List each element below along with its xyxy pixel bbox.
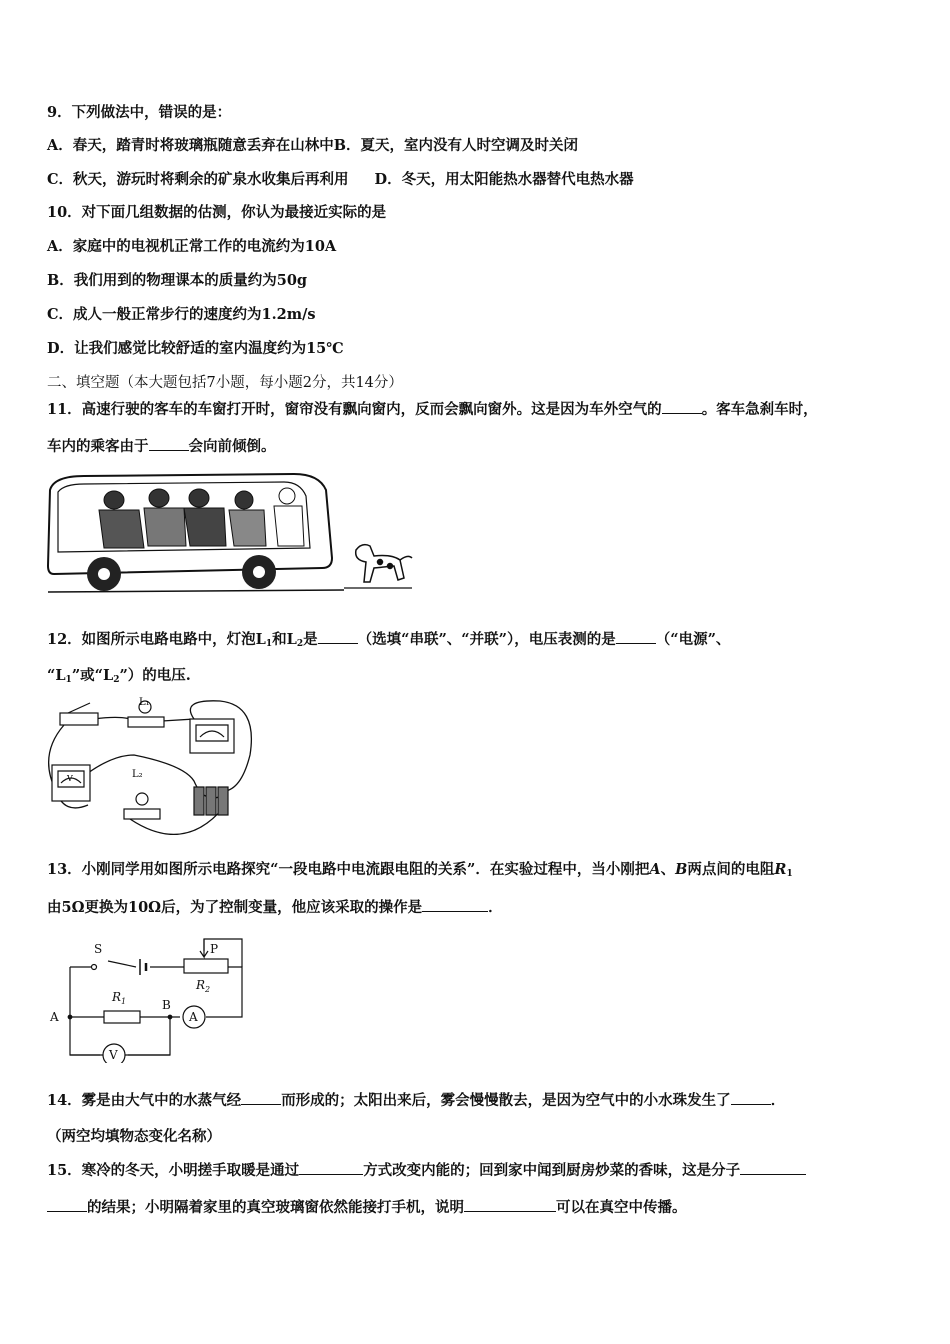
q14-line1	[47, 1090, 785, 1111]
q15-blank-3[interactable]	[464, 1197, 556, 1212]
q9-options-ab	[47, 136, 578, 156]
q12-text-a: 12．如图所示电路电路中，灯泡L	[47, 631, 266, 648]
switch-contact-icon	[92, 965, 97, 970]
q12-line2	[47, 666, 191, 690]
q13-text-a: 13．小刚同学用如图所示电路探究“一段电路中电流跟电阻的关系”．在实验过程中，当小刚把	[47, 861, 650, 878]
label-r2: $R_2$	[196, 978, 211, 994]
q9-option-a: A．春天，踏青时将玻璃瓶随意丢弃在山林中	[47, 137, 334, 154]
q14-line2: （两空均填物态变化名称）	[47, 1128, 221, 1145]
q12-sub-2: 2	[296, 639, 304, 649]
ammeter-letter: A	[189, 1010, 198, 1024]
voltmeter-right-icon	[190, 719, 234, 753]
q11-blank-1[interactable]	[662, 399, 702, 414]
q13-text-c: 由5Ω更换为10Ω后，为了控制变量，他应该采取的操作是	[47, 899, 423, 916]
q11-blank-2[interactable]	[149, 436, 189, 451]
q15-text-d: 可以在真空中传播。	[556, 1199, 687, 1216]
node-a-dot	[68, 1015, 72, 1019]
q15-blank-2b[interactable]	[47, 1197, 87, 1212]
q14-blank-2[interactable]	[731, 1090, 771, 1105]
q14-blank-1[interactable]	[241, 1090, 281, 1105]
q12-text-h: ”）的电压.	[119, 667, 191, 684]
q15-blank-1[interactable]	[299, 1160, 363, 1175]
q14-text-b: 而形成的；太阳出来后，雾会慢慢散去，是因为空气中的小水珠发生了	[281, 1092, 731, 1109]
q12-text-b: 和L	[272, 631, 297, 648]
label-p: P	[210, 942, 219, 956]
q9-options-cd	[47, 170, 634, 190]
q10-stem: 10．对下面几组数据的估测，你认为最接近实际的是	[47, 204, 387, 221]
q15-text-c: 的结果；小明隔着家里的真空玻璃窗依然能接打手机，说明	[87, 1199, 464, 1216]
q9-option-c: C．秋天，游玩时将剩余的矿泉水收集后再利用	[47, 171, 349, 188]
dog-icon	[356, 545, 412, 582]
node-b-dot	[168, 1015, 172, 1019]
q11-line2	[47, 436, 276, 457]
q12-line1	[47, 629, 730, 654]
q13-text-b: 两点间的电阻	[687, 861, 775, 878]
q11-text-a: 11．高速行驶的客车的车窗打开时，窗帘没有飘向窗内，反而会飘向窗外。这是因为车外空气的	[47, 401, 662, 418]
slider-arrow-icon	[200, 939, 208, 957]
q12-blank-1[interactable]	[318, 629, 358, 644]
battery-icon	[194, 787, 228, 815]
label-r1: $R_1$	[112, 990, 127, 1006]
q13-r-sub: 1	[786, 869, 793, 879]
q12-text-d: （选填“串联”、“并联”），电压表测的是	[357, 631, 616, 648]
q10-option-a: A．家庭中的电视机正常工作的电流约为10A	[47, 238, 337, 255]
q11-text-c: 车内的乘客由于	[47, 438, 149, 455]
section-heading: 二、填空题（本大题包括7小题，每小题2分，共14分）	[47, 375, 403, 391]
q13-r: R	[774, 861, 787, 878]
q13-text-d: ．	[488, 899, 503, 916]
q13-circuit-figure	[44, 933, 254, 1063]
q15-line1	[47, 1160, 806, 1181]
switch-icon	[60, 703, 98, 725]
q13-point-a: A	[649, 861, 661, 878]
q10-option-d: D．让我们感觉比较舒适的室内温度约为15℃	[47, 340, 344, 357]
q9-option-b: B．夏天，室内没有人时空调及时关闭	[333, 137, 579, 154]
meter-letter: V	[67, 774, 73, 783]
q12-blank-2[interactable]	[616, 629, 656, 644]
q12-sub-3: 1	[65, 675, 72, 685]
voltmeter-letter: V	[109, 1048, 118, 1062]
q12-text-c: 是	[303, 631, 318, 648]
q12-circuit-figure	[44, 695, 264, 835]
q12-sub-4: 2	[113, 675, 120, 685]
q15-text-b: 方式改变内能的；回到家中闻到厨房炒菜的香味，这是分子	[363, 1162, 741, 1179]
resistor-r1-icon	[104, 1011, 140, 1023]
label-b: B	[162, 998, 171, 1012]
q11-text-b: 。客车急刹车时，	[701, 401, 818, 418]
q12-text-e: （“电源”、	[655, 631, 731, 648]
label-l2: L₂	[132, 769, 143, 780]
bus-wheels	[87, 555, 276, 591]
q9-stem: 9．下列做法中，错误的是：	[47, 104, 232, 121]
q9-option-d: D．冬天，用太阳能热水器替代电热水器	[374, 171, 634, 188]
q14-text-c: ．	[770, 1092, 786, 1109]
q12-text-f: “L	[47, 667, 66, 684]
rheostat-r2-icon	[184, 959, 228, 973]
label-a: A	[50, 1010, 59, 1024]
q12-sub-1: 1	[265, 639, 273, 649]
bus-passengers	[99, 488, 304, 548]
voltmeter-left-icon	[52, 765, 90, 801]
q13-wires	[70, 939, 242, 1055]
q11-line1	[47, 399, 818, 420]
q15-blank-2a[interactable]	[740, 1160, 806, 1175]
label-l1: L₁	[139, 697, 150, 708]
q11-text-d: 会向前倾倒。	[188, 438, 276, 455]
q15-text-a: 15．寒冷的冬天，小明搓手取暖是通过	[47, 1162, 300, 1179]
q13-point-b: B	[675, 861, 688, 878]
q14-text-a: 14．雾是由大气中的水蒸气经	[47, 1092, 242, 1109]
q13-line1	[47, 860, 793, 884]
bus-figure	[44, 470, 424, 600]
q13-blank[interactable]	[422, 897, 488, 912]
q12-text-g: ”或“L	[71, 667, 114, 684]
q15-line2	[47, 1197, 687, 1218]
q10-option-b: B．我们用到的物理课本的质量约为50g	[47, 272, 308, 289]
q13-line2	[47, 897, 503, 918]
q13-sep: 、	[660, 861, 676, 878]
bulb-l2-icon	[124, 793, 160, 819]
label-s: S	[94, 942, 103, 956]
q10-option-c: C．成人一般正常步行的速度约为1.2m/s	[47, 306, 316, 323]
